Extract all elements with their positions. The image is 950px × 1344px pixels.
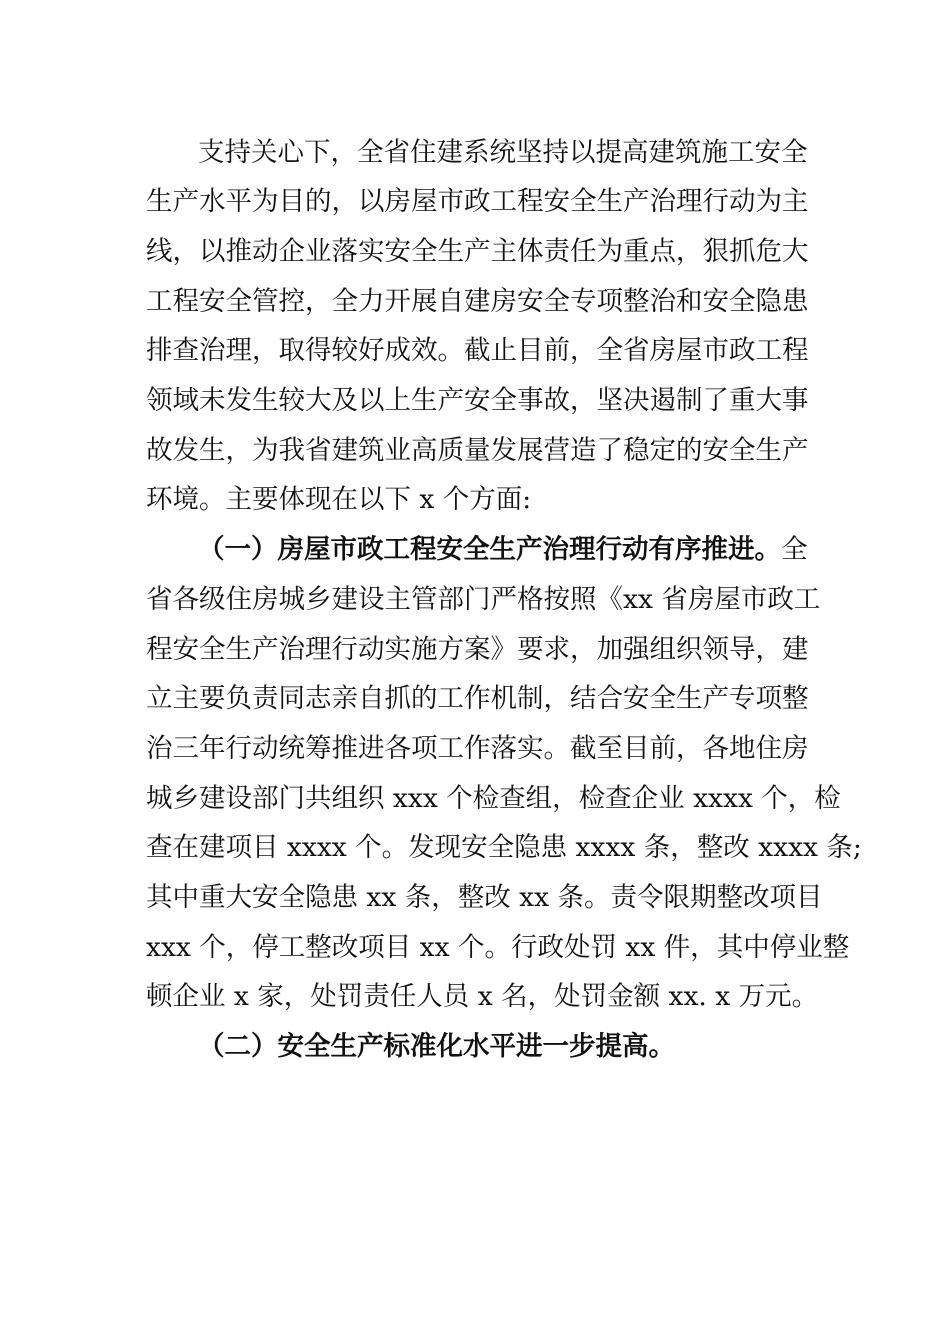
- paragraph-1-line-4: 工程安全管控，全力开展自建房安全专项整治和安全隐患: [146, 286, 809, 317]
- paragraph-2-line-6: 城乡建设部门共组织 xxx 个检查组，检查企业 xxxx 个，检: [146, 783, 841, 814]
- paragraph-2-line-8: 其中重大安全隐患 xx 条，整改 xx 条。责令限期整改项目: [146, 882, 823, 913]
- paragraph-2-line-4: 立主要负责同志亲自抓的工作机制，结合安全生产专项整: [146, 683, 809, 714]
- paragraph-2-line-1-tail: 全: [781, 534, 808, 565]
- section-2-heading: （二）安全生产标准化水平进一步提高。: [198, 1031, 675, 1062]
- paragraph-2-line-5: 治三年行动统筹推进各项工作落实。截至目前，各地住房: [146, 733, 809, 764]
- paragraph-1-line-3: 线，以推动企业落实安全生产主体责任为重点，狠抓危大: [146, 236, 809, 267]
- paragraph-2-line-1: [198, 530, 806, 570]
- paragraph-1-line-1: 支持关心下，全省住建系统坚持以提高建筑施工安全: [198, 137, 808, 168]
- paragraph-1-line-2: 生产水平为目的，以房屋市政工程安全生产治理行动为主: [146, 186, 809, 217]
- paragraph-2-line-9: xxx 个，停工整改项目 xx 个。行政处罚 xx 件，其中停业整: [146, 932, 850, 963]
- paragraph-1-line-8: 环境。主要体现在以下 x 个方面:: [146, 484, 532, 515]
- paragraph-1-line-7: 故发生，为我省建筑业高质量发展营造了稳定的安全生产: [146, 435, 809, 466]
- paragraph-2-line-3: 程安全生产治理行动实施方案》要求，加强组织领导，建: [146, 634, 809, 665]
- paragraph-2-line-2: 省各级住房城乡建设主管部门严格按照《xx 省房屋市政工: [146, 584, 821, 615]
- paragraph-1-line-5: 排查治理，取得较好成效。截止目前，全省房屋市政工程: [146, 335, 809, 366]
- paragraph-2-line-7: 查在建项目 xxxx 个。发现安全隐患 xxxx 条，整改 xxxx 条;: [146, 832, 862, 863]
- section-1-heading: （一）房屋市政工程安全生产治理行动有序推进。: [198, 534, 781, 565]
- paragraph-2-line-10: 顿企业 x 家，处罚责任人员 x 名，处罚金额 xx. x 万元。: [146, 981, 819, 1012]
- paragraph-1-line-6: 领域未发生较大及以上生产安全事故，坚决遏制了重大事: [146, 385, 809, 416]
